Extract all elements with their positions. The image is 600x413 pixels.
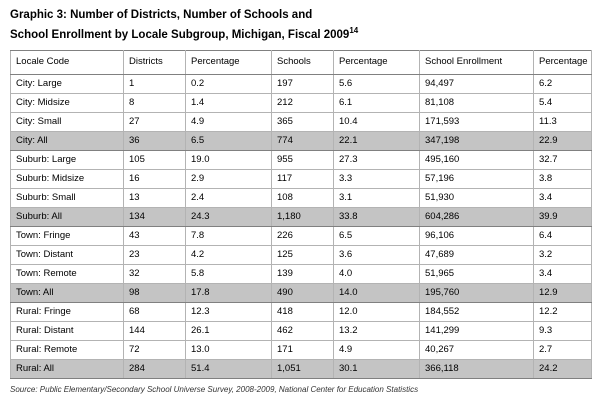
row-label: Town: Remote — [11, 264, 124, 283]
page-title — [10, 8, 590, 43]
table-cell: 13.0 — [186, 340, 272, 359]
table-cell: 17.8 — [186, 283, 272, 302]
table-cell: 4.2 — [186, 245, 272, 264]
table-cell: 22.1 — [334, 131, 420, 150]
table-cell: 47,689 — [420, 245, 534, 264]
table-cell: 30.1 — [334, 359, 420, 378]
table-row — [11, 188, 592, 207]
page-title-line1: Graphic 3: Number of Districts, Number of Schools and — [10, 9, 313, 21]
table-cell: 12.9 — [534, 283, 592, 302]
table-cell: 43 — [124, 226, 186, 245]
table-cell: 366,118 — [420, 359, 534, 378]
table-cell: 418 — [272, 302, 334, 321]
table-row — [11, 169, 592, 188]
table-cell: 3.4 — [534, 264, 592, 283]
table-cell: 3.8 — [534, 169, 592, 188]
table-cell: 12.3 — [186, 302, 272, 321]
table-row — [11, 226, 592, 245]
row-label: City: All — [11, 131, 124, 150]
table-cell: 5.4 — [534, 93, 592, 112]
table-header-row — [11, 50, 592, 74]
row-label: Suburb: All — [11, 207, 124, 226]
table-cell: 3.6 — [334, 245, 420, 264]
table-cell: 197 — [272, 74, 334, 93]
table-cell: 98 — [124, 283, 186, 302]
table-cell: 39.9 — [534, 207, 592, 226]
table-cell: 117 — [272, 169, 334, 188]
table-cell: 32 — [124, 264, 186, 283]
row-label: Rural: Remote — [11, 340, 124, 359]
table-cell: 141,299 — [420, 321, 534, 340]
table-cell: 3.2 — [534, 245, 592, 264]
table-cell: 3.4 — [534, 188, 592, 207]
row-label: Town: All — [11, 283, 124, 302]
table-cell: 1 — [124, 74, 186, 93]
table-row — [11, 302, 592, 321]
table-row — [11, 112, 592, 131]
row-label: Suburb: Midsize — [11, 169, 124, 188]
column-header-enrollment-percentage: Percentage — [534, 50, 592, 74]
row-label: Rural: Distant — [11, 321, 124, 340]
page-title-line2: School Enrollment by Locale Subgroup, Michigan, Fiscal 2009 — [10, 28, 350, 41]
table-cell: 604,286 — [420, 207, 534, 226]
table-cell: 144 — [124, 321, 186, 340]
table-row — [11, 283, 592, 302]
column-header-locale-code: Locale Code — [11, 50, 124, 74]
table-cell: 57,196 — [420, 169, 534, 188]
row-label: Town: Distant — [11, 245, 124, 264]
table-cell: 6.1 — [334, 93, 420, 112]
page-title-footnote-marker: 14 — [349, 26, 359, 35]
table-cell: 195,760 — [420, 283, 534, 302]
data-table — [10, 50, 592, 379]
table-cell: 1.4 — [186, 93, 272, 112]
table-row — [11, 150, 592, 169]
table-cell: 212 — [272, 93, 334, 112]
table-row — [11, 321, 592, 340]
table-row — [11, 264, 592, 283]
table-cell: 5.8 — [186, 264, 272, 283]
table-cell: 72 — [124, 340, 186, 359]
table-cell: 10.4 — [334, 112, 420, 131]
table-cell: 9.3 — [534, 321, 592, 340]
table-row — [11, 340, 592, 359]
table-row — [11, 245, 592, 264]
table-cell: 139 — [272, 264, 334, 283]
table-cell: 4.9 — [334, 340, 420, 359]
table-cell: 105 — [124, 150, 186, 169]
row-label: Suburb: Small — [11, 188, 124, 207]
table-cell: 51,965 — [420, 264, 534, 283]
table-cell: 462 — [272, 321, 334, 340]
table-cell: 171,593 — [420, 112, 534, 131]
table-cell: 16 — [124, 169, 186, 188]
table-cell: 14.0 — [334, 283, 420, 302]
table-cell: 490 — [272, 283, 334, 302]
table-cell: 6.2 — [534, 74, 592, 93]
table-cell: 108 — [272, 188, 334, 207]
table-cell: 495,160 — [420, 150, 534, 169]
table-cell: 2.9 — [186, 169, 272, 188]
column-header-schools-percentage: Percentage — [334, 50, 420, 74]
table-row — [11, 93, 592, 112]
table-cell: 19.0 — [186, 150, 272, 169]
column-header-schools: Schools — [272, 50, 334, 74]
table-cell: 3.1 — [334, 188, 420, 207]
table-cell: 51,930 — [420, 188, 534, 207]
table-cell: 27.3 — [334, 150, 420, 169]
table-row — [11, 131, 592, 150]
table-cell: 24.3 — [186, 207, 272, 226]
table-cell: 284 — [124, 359, 186, 378]
table-cell: 365 — [272, 112, 334, 131]
table-cell: 1,051 — [272, 359, 334, 378]
table-cell: 12.0 — [334, 302, 420, 321]
table-cell: 134 — [124, 207, 186, 226]
table-cell: 96,106 — [420, 226, 534, 245]
row-label: Suburb: Large — [11, 150, 124, 169]
table-cell: 22.9 — [534, 131, 592, 150]
table-cell: 27 — [124, 112, 186, 131]
table-cell: 955 — [272, 150, 334, 169]
table-cell: 13.2 — [334, 321, 420, 340]
table-cell: 12.2 — [534, 302, 592, 321]
row-label: City: Large — [11, 74, 124, 93]
table-cell: 184,552 — [420, 302, 534, 321]
table-cell: 6.5 — [186, 131, 272, 150]
table-cell: 4.9 — [186, 112, 272, 131]
table-cell: 2.4 — [186, 188, 272, 207]
table-cell: 226 — [272, 226, 334, 245]
table-body — [11, 74, 592, 378]
table-cell: 4.0 — [334, 264, 420, 283]
table-header — [11, 50, 592, 74]
table-cell: 33.8 — [334, 207, 420, 226]
table-cell: 36 — [124, 131, 186, 150]
table-cell: 13 — [124, 188, 186, 207]
table-cell: 2.7 — [534, 340, 592, 359]
table-cell: 3.3 — [334, 169, 420, 188]
table-cell: 32.7 — [534, 150, 592, 169]
table-row — [11, 207, 592, 226]
table-cell: 26.1 — [186, 321, 272, 340]
table-cell: 40,267 — [420, 340, 534, 359]
table-cell: 81,108 — [420, 93, 534, 112]
table-cell: 6.5 — [334, 226, 420, 245]
table-cell: 23 — [124, 245, 186, 264]
table-cell: 171 — [272, 340, 334, 359]
table-cell: 5.6 — [334, 74, 420, 93]
table-cell: 6.4 — [534, 226, 592, 245]
table-cell: 94,497 — [420, 74, 534, 93]
column-header-school-enrollment: School Enrollment — [420, 50, 534, 74]
table-cell: 7.8 — [186, 226, 272, 245]
source-note: Source: Public Elementary/Secondary School Universe Survey, 2008-2009, National Center for Education Statistics — [10, 384, 419, 394]
table-cell: 1,180 — [272, 207, 334, 226]
column-header-districts: Districts — [124, 50, 186, 74]
row-label: Rural: All — [11, 359, 124, 378]
table-cell: 68 — [124, 302, 186, 321]
table-cell: 11.3 — [534, 112, 592, 131]
row-label: Town: Fringe — [11, 226, 124, 245]
table-cell: 51.4 — [186, 359, 272, 378]
table-cell: 0.2 — [186, 74, 272, 93]
table-cell: 8 — [124, 93, 186, 112]
column-header-districts-percentage: Percentage — [186, 50, 272, 74]
table-cell: 125 — [272, 245, 334, 264]
table-cell: 774 — [272, 131, 334, 150]
table-cell: 24.2 — [534, 359, 592, 378]
table-cell: 347,198 — [420, 131, 534, 150]
row-label: City: Midsize — [11, 93, 124, 112]
row-label: City: Small — [11, 112, 124, 131]
table-row — [11, 359, 592, 378]
row-label: Rural: Fringe — [11, 302, 124, 321]
table-row — [11, 74, 592, 93]
